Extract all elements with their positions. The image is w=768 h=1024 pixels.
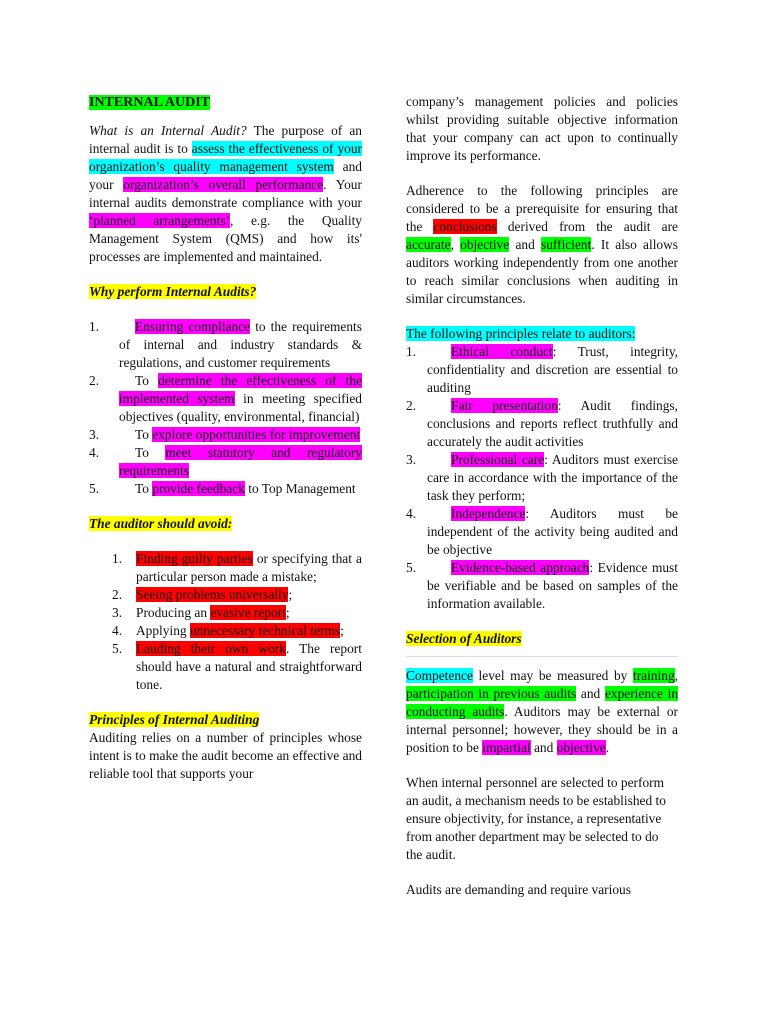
what-is-question: What is an Internal Audit? xyxy=(89,123,247,138)
highlighted-phrase: Independence xyxy=(451,506,526,521)
avoid-item-1: 1. Finding guilty parties or specifying that a particular person made a mistake; xyxy=(112,551,362,584)
doc-title: INTERNAL AUDIT xyxy=(89,95,210,110)
list-number: 2. xyxy=(406,398,417,413)
principle-item-2: 2. Fair presentation: Audit findings, conclusions and reports reflect truthfully and accurately the audit activities xyxy=(406,398,678,449)
divider xyxy=(406,656,678,657)
why-heading: Why perform Internal Audits? xyxy=(89,284,257,299)
right-column xyxy=(406,93,678,899)
avoid-heading: The auditor should avoid: xyxy=(89,516,233,531)
why-item-5: 5. To provide feedback to Top Management xyxy=(89,481,356,496)
principle-item-3: 3. Professional care: Auditors must exercise care in accordance with the importance of the task they perform; xyxy=(406,452,679,503)
why-list xyxy=(89,318,362,498)
list-number: 3. xyxy=(112,605,123,620)
principle-item-4: 4. Independence: Auditors must be independent of the activity being audited and be objective xyxy=(406,506,678,557)
principles-intro: The following principles relate to auditors: xyxy=(406,326,636,341)
list-number: 1. xyxy=(89,319,100,334)
highlighted-phrase: Ethical conduct xyxy=(451,344,553,359)
avoid-item-4: 4. Applying unnecessary technical terms; xyxy=(112,623,344,638)
principles-paragraph: Auditing relies on a number of principles whose intent is to make the audit become an effective and reliable tool that supports your xyxy=(89,730,362,781)
highlighted-phrase: Finding guilty parties xyxy=(136,551,253,566)
avoid-item-2: 2. Seeing problems universally; xyxy=(112,587,293,602)
list-number: 5. xyxy=(112,641,123,656)
highlighted-phrase: explore opportunities for improvement xyxy=(152,427,361,442)
why-item-2: 2. To determine the effectiveness of the implemented system in meeting specified objectives (quality, environmental, financial) xyxy=(89,373,362,424)
competence-paragraph: Competence level may be measured by training, participation in previous audits and experience in conducting audits. Auditors may be external or internal personnel; however, they should be in a position to be impartial and objective. xyxy=(406,668,679,755)
avoid-item-3: 3. Producing an evasive report; xyxy=(112,605,290,620)
highlighted-phrase: Fair presentation xyxy=(451,398,558,413)
list-number: 3. xyxy=(406,452,417,467)
left-column xyxy=(89,93,362,783)
avoid-item-5: 5. Lauding their own work. The report should have a natural and straightforward tone. xyxy=(112,641,362,692)
principles-heading: Principles of Internal Auditing xyxy=(89,712,260,727)
principles-list xyxy=(406,343,678,613)
highlighted-phrase: evasive report xyxy=(210,605,286,620)
why-item-1: 1. Ensuring compliance to the requirements of internal and industry standards & regulations, and customer requirements xyxy=(89,319,362,370)
principle-item-5: 5. Evidence-based approach: Evidence must be verifiable and be based on samples of the information available. xyxy=(406,560,678,611)
selection-heading: Selection of Auditors xyxy=(406,631,522,646)
highlighted-phrase: provide feedback xyxy=(152,481,245,496)
internal-personnel-paragraph: When internal personnel are selected to perform an audit, a mechanism needs to be established to ensure objectivity, for instance, a representative from another department may be selected to do the audit. xyxy=(406,775,666,862)
highlighted-phrase: Professional care xyxy=(451,452,545,467)
list-number: 3. xyxy=(89,427,100,442)
why-item-4: 4. To meet statutory and regulatory requirements xyxy=(89,445,362,478)
highlighted-phrase: Evidence-based approach xyxy=(451,560,590,575)
list-number: 1. xyxy=(112,551,123,566)
highlighted-phrase: unnecessary technical terms xyxy=(189,623,341,638)
principle-item-1: 1. Ethical conduct: Trust, integrity, confidentiality and discretion are essential to auditing xyxy=(406,344,678,395)
avoid-list xyxy=(89,550,362,694)
highlighted-phrase: determine the effectiveness of the implemented system xyxy=(119,373,362,406)
list-number: 5. xyxy=(406,560,417,575)
why-item-3: 3. To explore opportunities for improvement xyxy=(89,427,361,442)
adherence-paragraph: Adherence to the following principles are considered to be a prerequisite for ensuring that the conclusions derived from the audit are accurate, objective and sufficient. It also allows auditors working independently from one another to reach similar conclusions when auditing in similar circumstances. xyxy=(406,183,678,306)
audits-demanding-paragraph: Audits are demanding and require various xyxy=(406,882,631,897)
highlighted-phrase: Lauding their own work xyxy=(136,641,286,656)
highlighted-phrase: meet statutory and regulatory requirements xyxy=(119,445,362,478)
highlighted-phrase: Seeing problems universally xyxy=(136,587,289,602)
list-number: 2. xyxy=(89,373,100,388)
list-number: 4. xyxy=(89,445,100,460)
list-number: 4. xyxy=(112,623,123,638)
list-number: 5. xyxy=(89,481,100,496)
highlighted-phrase: Ensuring compliance xyxy=(135,319,251,334)
list-number: 1. xyxy=(406,344,417,359)
continuation-paragraph: company’s management policies and policies whilst providing suitable objective information that your company can act upon to continually improve its performance. xyxy=(406,94,678,163)
list-number: 4. xyxy=(406,506,417,521)
what-is-paragraph: What is an Internal Audit? The purpose of an internal audit is to assess the effectiveness of your organization’s quality management system and your organization’s overall performance. Your internal audits demonstrate compliance with your ‘planned arrangements’, e.g. the Quality Management System (QMS) and how its' processes are implemented and maintained. xyxy=(89,123,363,264)
list-number: 2. xyxy=(112,587,123,602)
